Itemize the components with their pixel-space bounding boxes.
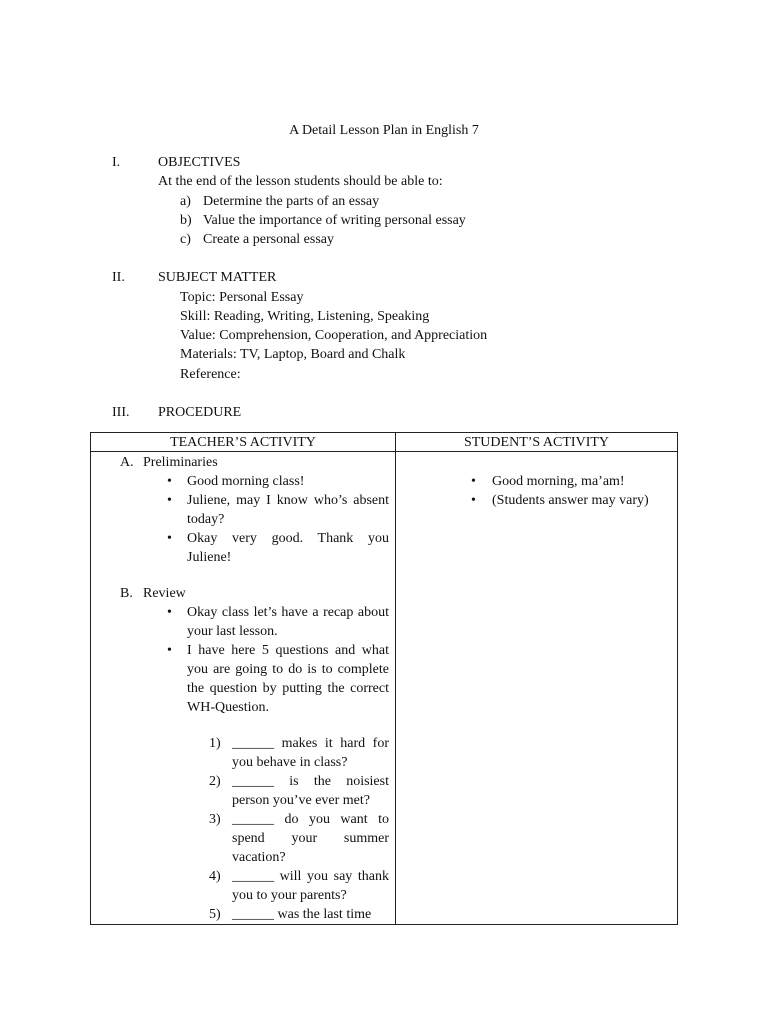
teacher-activity-cell — [91, 452, 396, 925]
student-activity-cell — [396, 452, 678, 925]
objective-item: c) Create a personal essay — [180, 232, 334, 247]
subject-reference: Reference: — [180, 367, 241, 382]
subject-skill: Skill: Reading, Writing, Listening, Speaking — [180, 309, 430, 324]
list-item: • Okay class let’s have a recap about your last lesson. — [91, 603, 389, 641]
list-item: • I have here 5 questions and what you are going to do is to complete the question by putting the correct WH-Question. — [91, 641, 389, 717]
list-item: • Juliene, may I know who’s absent today? — [91, 491, 389, 529]
question-list — [91, 734, 389, 924]
section-heading: OBJECTIVES — [158, 155, 241, 170]
list-item: 1) ______ makes it hard for you behave in class? — [209, 736, 389, 770]
table-header-row — [91, 433, 678, 452]
student-responses-list — [396, 472, 677, 510]
section-number: II. — [112, 270, 125, 285]
page-title: A Detail Lesson Plan in English 7 — [289, 123, 479, 138]
list-item: • Good morning, ma’am! — [396, 472, 677, 491]
list-item: • (Students answer may vary) — [396, 491, 677, 510]
list-item: • Okay very good. Thank you Juliene! — [91, 529, 389, 567]
list-item: • Good morning class! — [91, 472, 389, 491]
preliminaries-heading: A. Preliminaries — [120, 455, 218, 470]
objectives-intro: At the end of the lesson students should be able to: — [158, 174, 443, 189]
list-item: 3) ______ do you want to spend your summer vacation? — [209, 812, 389, 865]
subject-value: Value: Comprehension, Cooperation, and Appreciation — [180, 328, 488, 343]
section-heading: SUBJECT MATTER — [158, 270, 277, 285]
section-heading: PROCEDURE — [158, 405, 242, 420]
subject-topic: Topic: Personal Essay — [180, 290, 304, 305]
teacher-activity-header: TEACHER’S ACTIVITY — [91, 433, 396, 452]
procedure-table — [90, 432, 678, 925]
list-item: 4) ______ will you say thank you to your parents? — [209, 869, 389, 903]
review-heading: B. Review — [120, 586, 186, 601]
section-number: III. — [112, 405, 130, 420]
objective-item: b) Value the importance of writing personal essay — [180, 213, 466, 228]
review-list — [91, 603, 389, 717]
table-row — [91, 452, 678, 925]
objective-item: a) Determine the parts of an essay — [180, 194, 380, 209]
list-item: 5) ______ was the last time — [209, 907, 372, 922]
list-item: 2) ______ is the noisiest person you’ve ever met? — [209, 774, 389, 808]
preliminaries-list — [91, 472, 389, 567]
student-activity-header: STUDENT’S ACTIVITY — [396, 433, 678, 452]
subject-materials: Materials: TV, Laptop, Board and Chalk — [180, 347, 406, 362]
section-number: I. — [112, 155, 121, 170]
